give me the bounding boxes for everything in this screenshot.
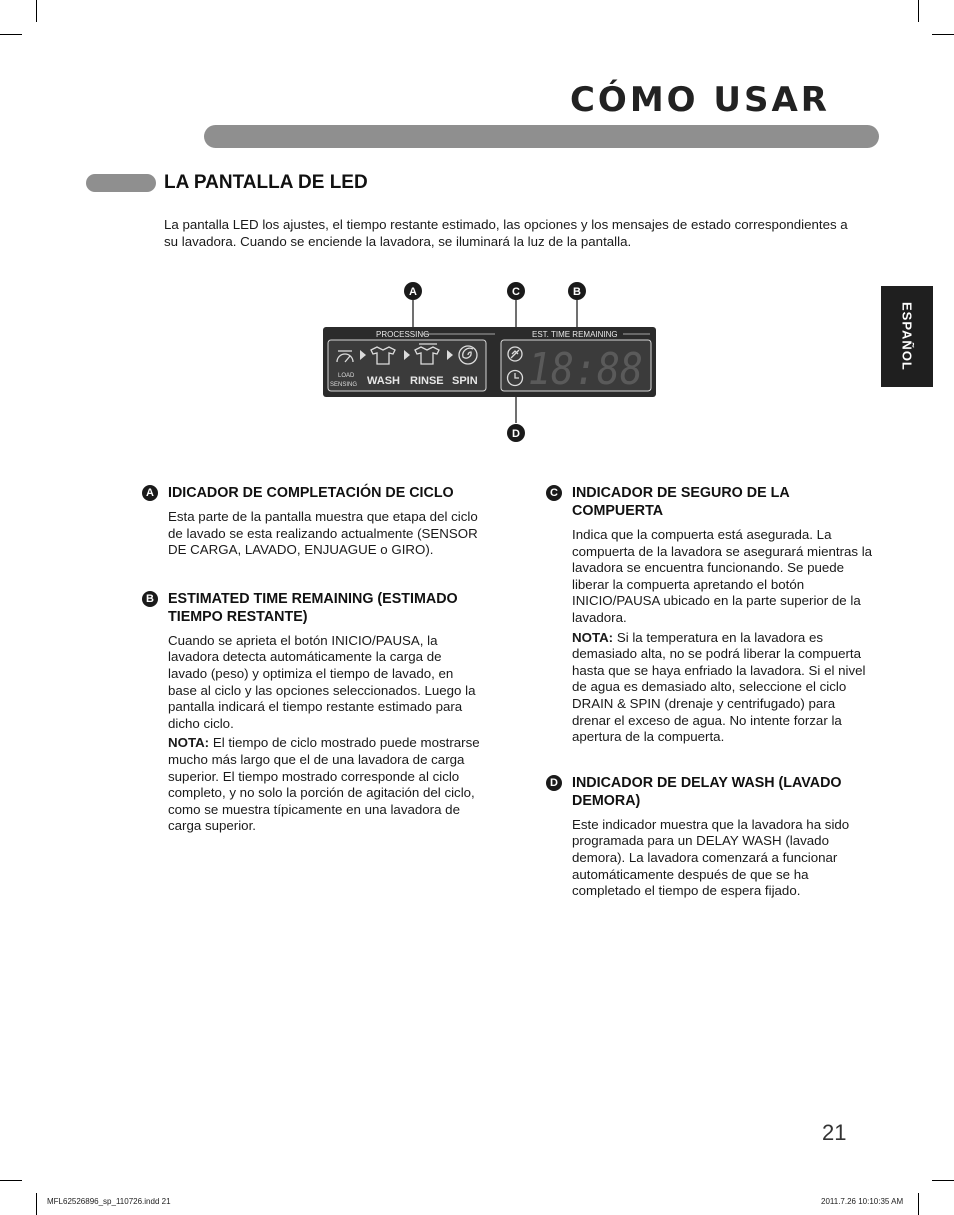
item-b-badge: B <box>142 591 158 607</box>
item-c-badge: C <box>546 485 562 501</box>
svg-text:D: D <box>512 428 520 440</box>
item-a <box>142 484 482 559</box>
item-d-title: INDICADOR DE DELAY WASH (LAVADO DEMORA) <box>572 774 842 809</box>
spin-label: SPIN <box>452 375 478 387</box>
item-b-note-label: NOTA: <box>168 735 210 751</box>
footer-timestamp: 2011.7.26 10:10:35 AM <box>821 1197 904 1206</box>
page-number: 21 <box>822 1120 847 1145</box>
item-c-note-label: NOTA: <box>572 629 614 645</box>
item-d <box>546 774 876 900</box>
crop-mark <box>918 1193 919 1215</box>
item-d-badge: D <box>546 775 562 791</box>
item-b-body: Cuando se aprieta el botón INICIO/PAUSA, la lavadora detecta automáticamente la carga de lavado (peso) y optimiza el tiempo de lavado, en base al ciclo y las opciones seleccionados. Luego la pantalla indicará el tiempo restante estimado para dicho ciclo. <box>168 632 476 731</box>
svg-text:B: B <box>573 286 581 298</box>
item-c-title: INDICADOR DE SEGURO DE LA COMPUERTA <box>572 485 790 519</box>
item-d-body: Este indicador muestra que la lavadora ha sido programada para un DELAY WASH (lavado demora). La lavadora comenzará a funcionar automáticamente después de que se ha completado el tiempo de espera fijado. <box>572 816 850 899</box>
item-c-body: Indica que la compuerta está asegurada. La compuerta de la lavadora se asegurará mientras la lavadora se encuentra funcionando. Se puede liberar la compuerta apretando el botón INICIO/PAUSA ubicado en la parte superior de la lavadora. <box>572 527 873 625</box>
item-a-badge: A <box>142 485 158 501</box>
load-label: LOAD <box>338 373 355 379</box>
callout-d <box>507 424 525 442</box>
callout-b <box>568 282 586 300</box>
item-c-note-text: Si la temperatura en la lavadora es demasiado alta, no se podrá liberar la compuerta hasta que se haya enfriado la lavadora. Si el nivel de agua es demasiado alto, seleccione el ciclo DRAIN & SPIN (drenaje y centrifugado) para drenar el exceso de agua. No intente forzar la apertura de la compuerta. <box>572 629 866 745</box>
svg-text:A: A <box>409 286 417 298</box>
item-b-title: ESTIMATED TIME REMAINING (ESTIMADO TIEMPO RESTANTE) <box>168 590 458 625</box>
crop-mark <box>932 34 954 35</box>
item-c <box>546 484 876 746</box>
header-bar <box>204 125 879 148</box>
crop-mark <box>0 34 22 35</box>
item-b-note-text: El tiempo de ciclo mostrado puede mostrarse mucho más largo que el de una lavadora de carga superior. El tiempo mostrado corresponde al ciclo completo, y no solo la porción de agitación del ciclo, como se muestra típicamente en una lavadora de carga superior. <box>168 735 480 834</box>
item-b <box>142 590 482 835</box>
item-a-body: Esta parte de la pantalla muestra que etapa del ciclo de lavado se esta realizando actualmente (SENSOR DE CARGA, LAVADO, ENJUAGUE o GIRO). <box>168 509 478 558</box>
crop-mark <box>36 1193 37 1215</box>
language-tab-label: ESPAÑOL <box>899 302 915 371</box>
led-display-diagram <box>320 280 660 450</box>
intro-paragraph: La pantalla LED los ajustes, el tiempo restante estimado, las opciones y los mensajes de estado correspondientes a su lavadora. Cuando se enciende la lavadora, se iluminará la luz de la pantalla. <box>164 217 848 249</box>
crop-mark <box>932 1180 954 1181</box>
crop-mark <box>36 0 37 22</box>
footer-file-name: MFL62526896_sp_110726.indd 21 <box>47 1197 171 1206</box>
left-column <box>142 484 482 835</box>
item-c-note <box>572 630 876 746</box>
wash-label: WASH <box>367 375 400 387</box>
crop-mark <box>0 1180 22 1181</box>
page-title: CÓMO USAR <box>569 80 830 120</box>
crop-mark <box>918 0 919 22</box>
language-tab <box>881 286 933 387</box>
processing-label: PROCESSING <box>376 330 430 339</box>
svg-text:C: C <box>512 286 520 298</box>
callout-c <box>507 282 525 300</box>
right-column <box>546 484 876 900</box>
callout-a <box>404 282 422 300</box>
section-title: LA PANTALLA DE LED <box>164 172 368 193</box>
sensing-label: SENSING <box>330 382 358 388</box>
item-a-title: IDICADOR DE COMPLETACIÓN DE CICLO <box>168 485 454 501</box>
item-b-note <box>168 735 482 835</box>
time-digits: 18:88 <box>528 344 643 395</box>
rinse-label: RINSE <box>410 375 444 387</box>
section-marker <box>86 174 156 192</box>
est-time-label: EST. TIME REMAINING <box>532 330 618 339</box>
